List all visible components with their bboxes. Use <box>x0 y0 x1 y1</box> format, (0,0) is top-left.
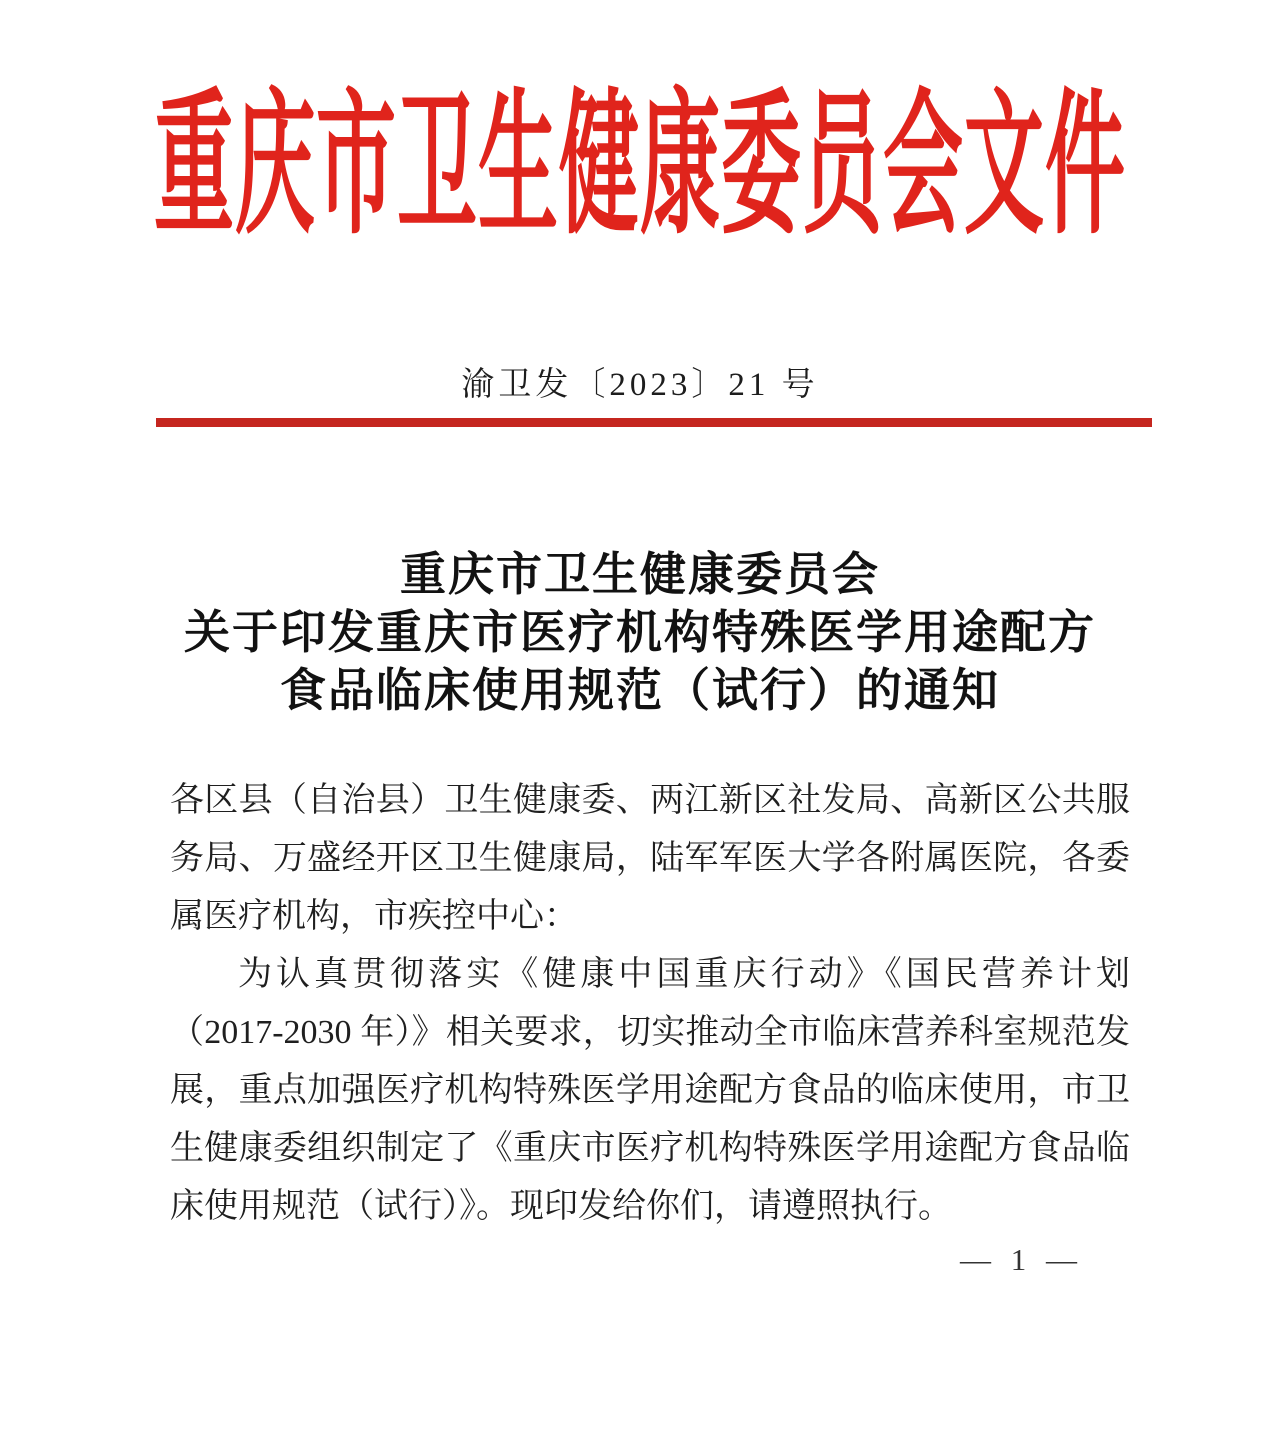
body-line: （2017-2030 年）》相关要求，切实推动全市临床营养科室规范发 <box>170 1014 1130 1051</box>
body-line: 床使用规范（试行）》。现印发给你们，请遵照执行。 <box>170 1188 952 1225</box>
document-title-line-2: 关于印发重庆市医疗机构特殊医学用途配方 <box>184 607 1096 658</box>
agency-masthead-title: 重庆市卫生健康委员会文件 <box>154 82 1126 254</box>
document-title <box>0 546 1280 720</box>
document-number: 渝卫发〔2023〕21 号 <box>461 367 819 403</box>
body-line: 生健康委组织制定了《重庆市医疗机构特殊医学用途配方食品临 <box>170 1130 1130 1167</box>
document-title-line-3: 食品临床使用规范（试行）的通知 <box>280 665 1000 716</box>
red-divider-line <box>156 418 1152 427</box>
document-body <box>170 772 1130 1236</box>
addressee-line: 属医疗机构，市疾控中心： <box>170 898 578 935</box>
body-line: 为认真贯彻落实《健康中国重庆行动》《国民营养计划 <box>238 956 1130 993</box>
addressee-line: 各区县（自治县）卫生健康委、两江新区社发局、高新区公共服 <box>170 782 1130 819</box>
page-number: — 1 — <box>960 1242 1083 1277</box>
body-line: 展，重点加强医疗机构特殊医学用途配方食品的临床使用，市卫 <box>170 1072 1130 1109</box>
addressee-line: 务局、万盛经开区卫生健康局，陆军军医大学各附属医院，各委 <box>170 840 1130 877</box>
document-title-line-1: 重庆市卫生健康委员会 <box>400 549 880 600</box>
